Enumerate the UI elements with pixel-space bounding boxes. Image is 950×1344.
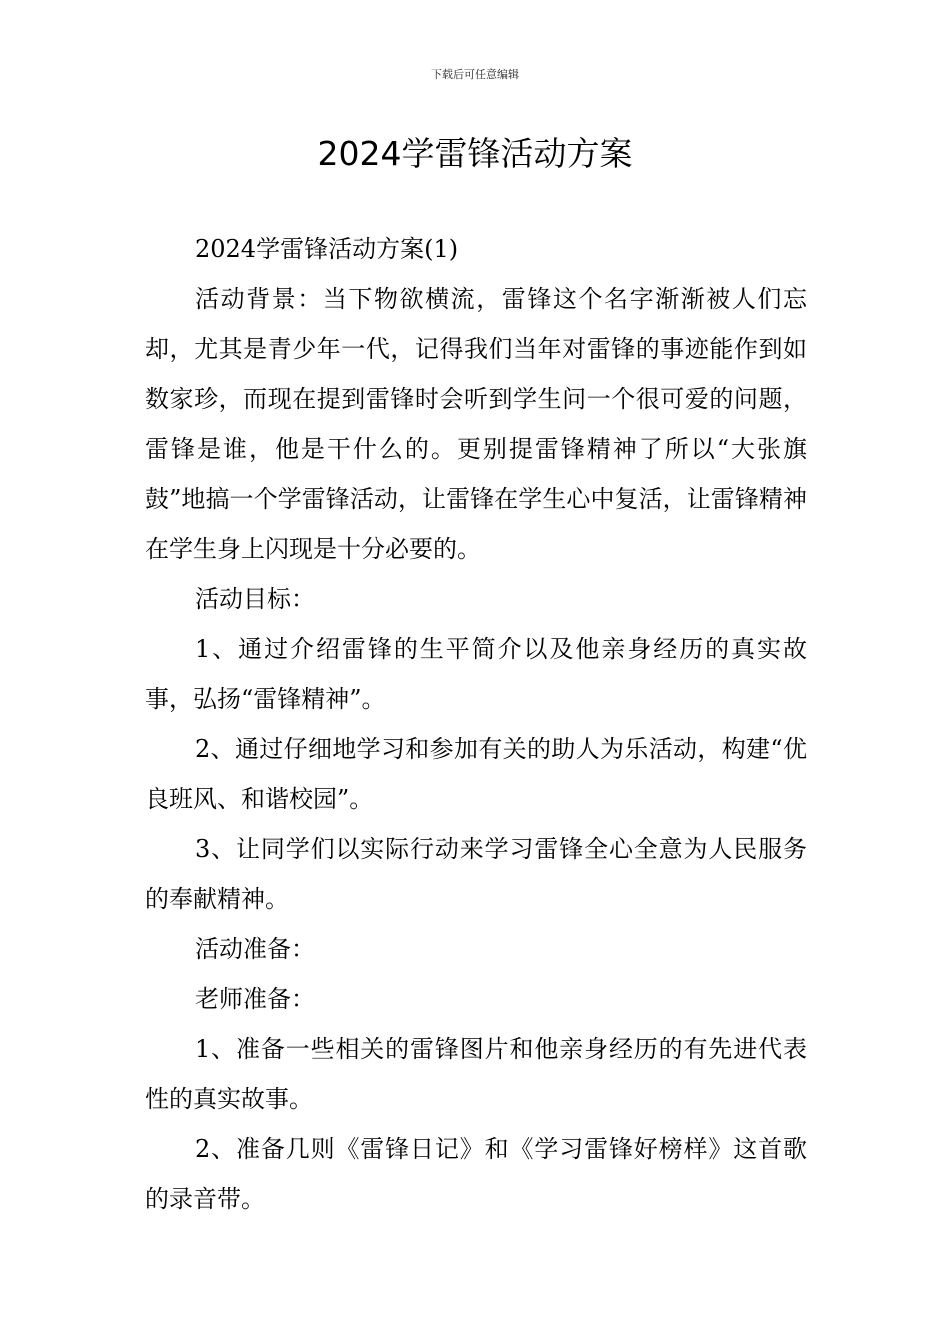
paragraph-prep-heading: 活动准备： xyxy=(195,935,315,963)
paragraph-background: 活动背景：当下物欲横流，雷锋这个名字渐渐被人们忘却，尤其是青少年一代，记得我们当年对雷锋的事迹能作到如数家珍，而现在提到雷锋时会听到学生问一个很可爱的问题，雷锋是谁，他是干什么的。更别提雷锋精神了所以“大张旗鼓”地搞一个学雷锋活动，让雷锋在学生心中复活，让雷锋精神在学生身上闪现是十分必要的。 xyxy=(145,285,807,563)
section-heading: 2024学雷锋活动方案(1) xyxy=(195,235,459,263)
paragraph-teacher-prep: 老师准备： xyxy=(195,985,315,1013)
document-title: 2024学雷锋活动方案 xyxy=(317,134,633,173)
paragraph-goal-3: 3、让同学们以实际行动来学习雷锋全心全意为人民服务的奉献精神。 xyxy=(145,835,807,913)
paragraph-prep-1: 1、准备一些相关的雷锋图片和他亲身经历的有先进代表性的真实故事。 xyxy=(145,1035,807,1113)
paragraph-goal-1: 1、通过介绍雷锋的生平简介以及他亲身经历的真实故事，弘扬“雷锋精神”。 xyxy=(145,635,807,713)
paragraph-prep-2: 2、准备几则《雷锋日记》和《学习雷锋好榜样》这首歌的录音带。 xyxy=(145,1135,807,1213)
document-body xyxy=(145,224,807,1224)
header-note: 下载后可任意编辑 xyxy=(431,68,519,81)
paragraph-goals-heading: 活动目标： xyxy=(195,585,315,613)
paragraph-goal-2: 2、通过仔细地学习和参加有关的助人为乐活动，构建“优良班风、和谐校园”。 xyxy=(145,735,807,813)
